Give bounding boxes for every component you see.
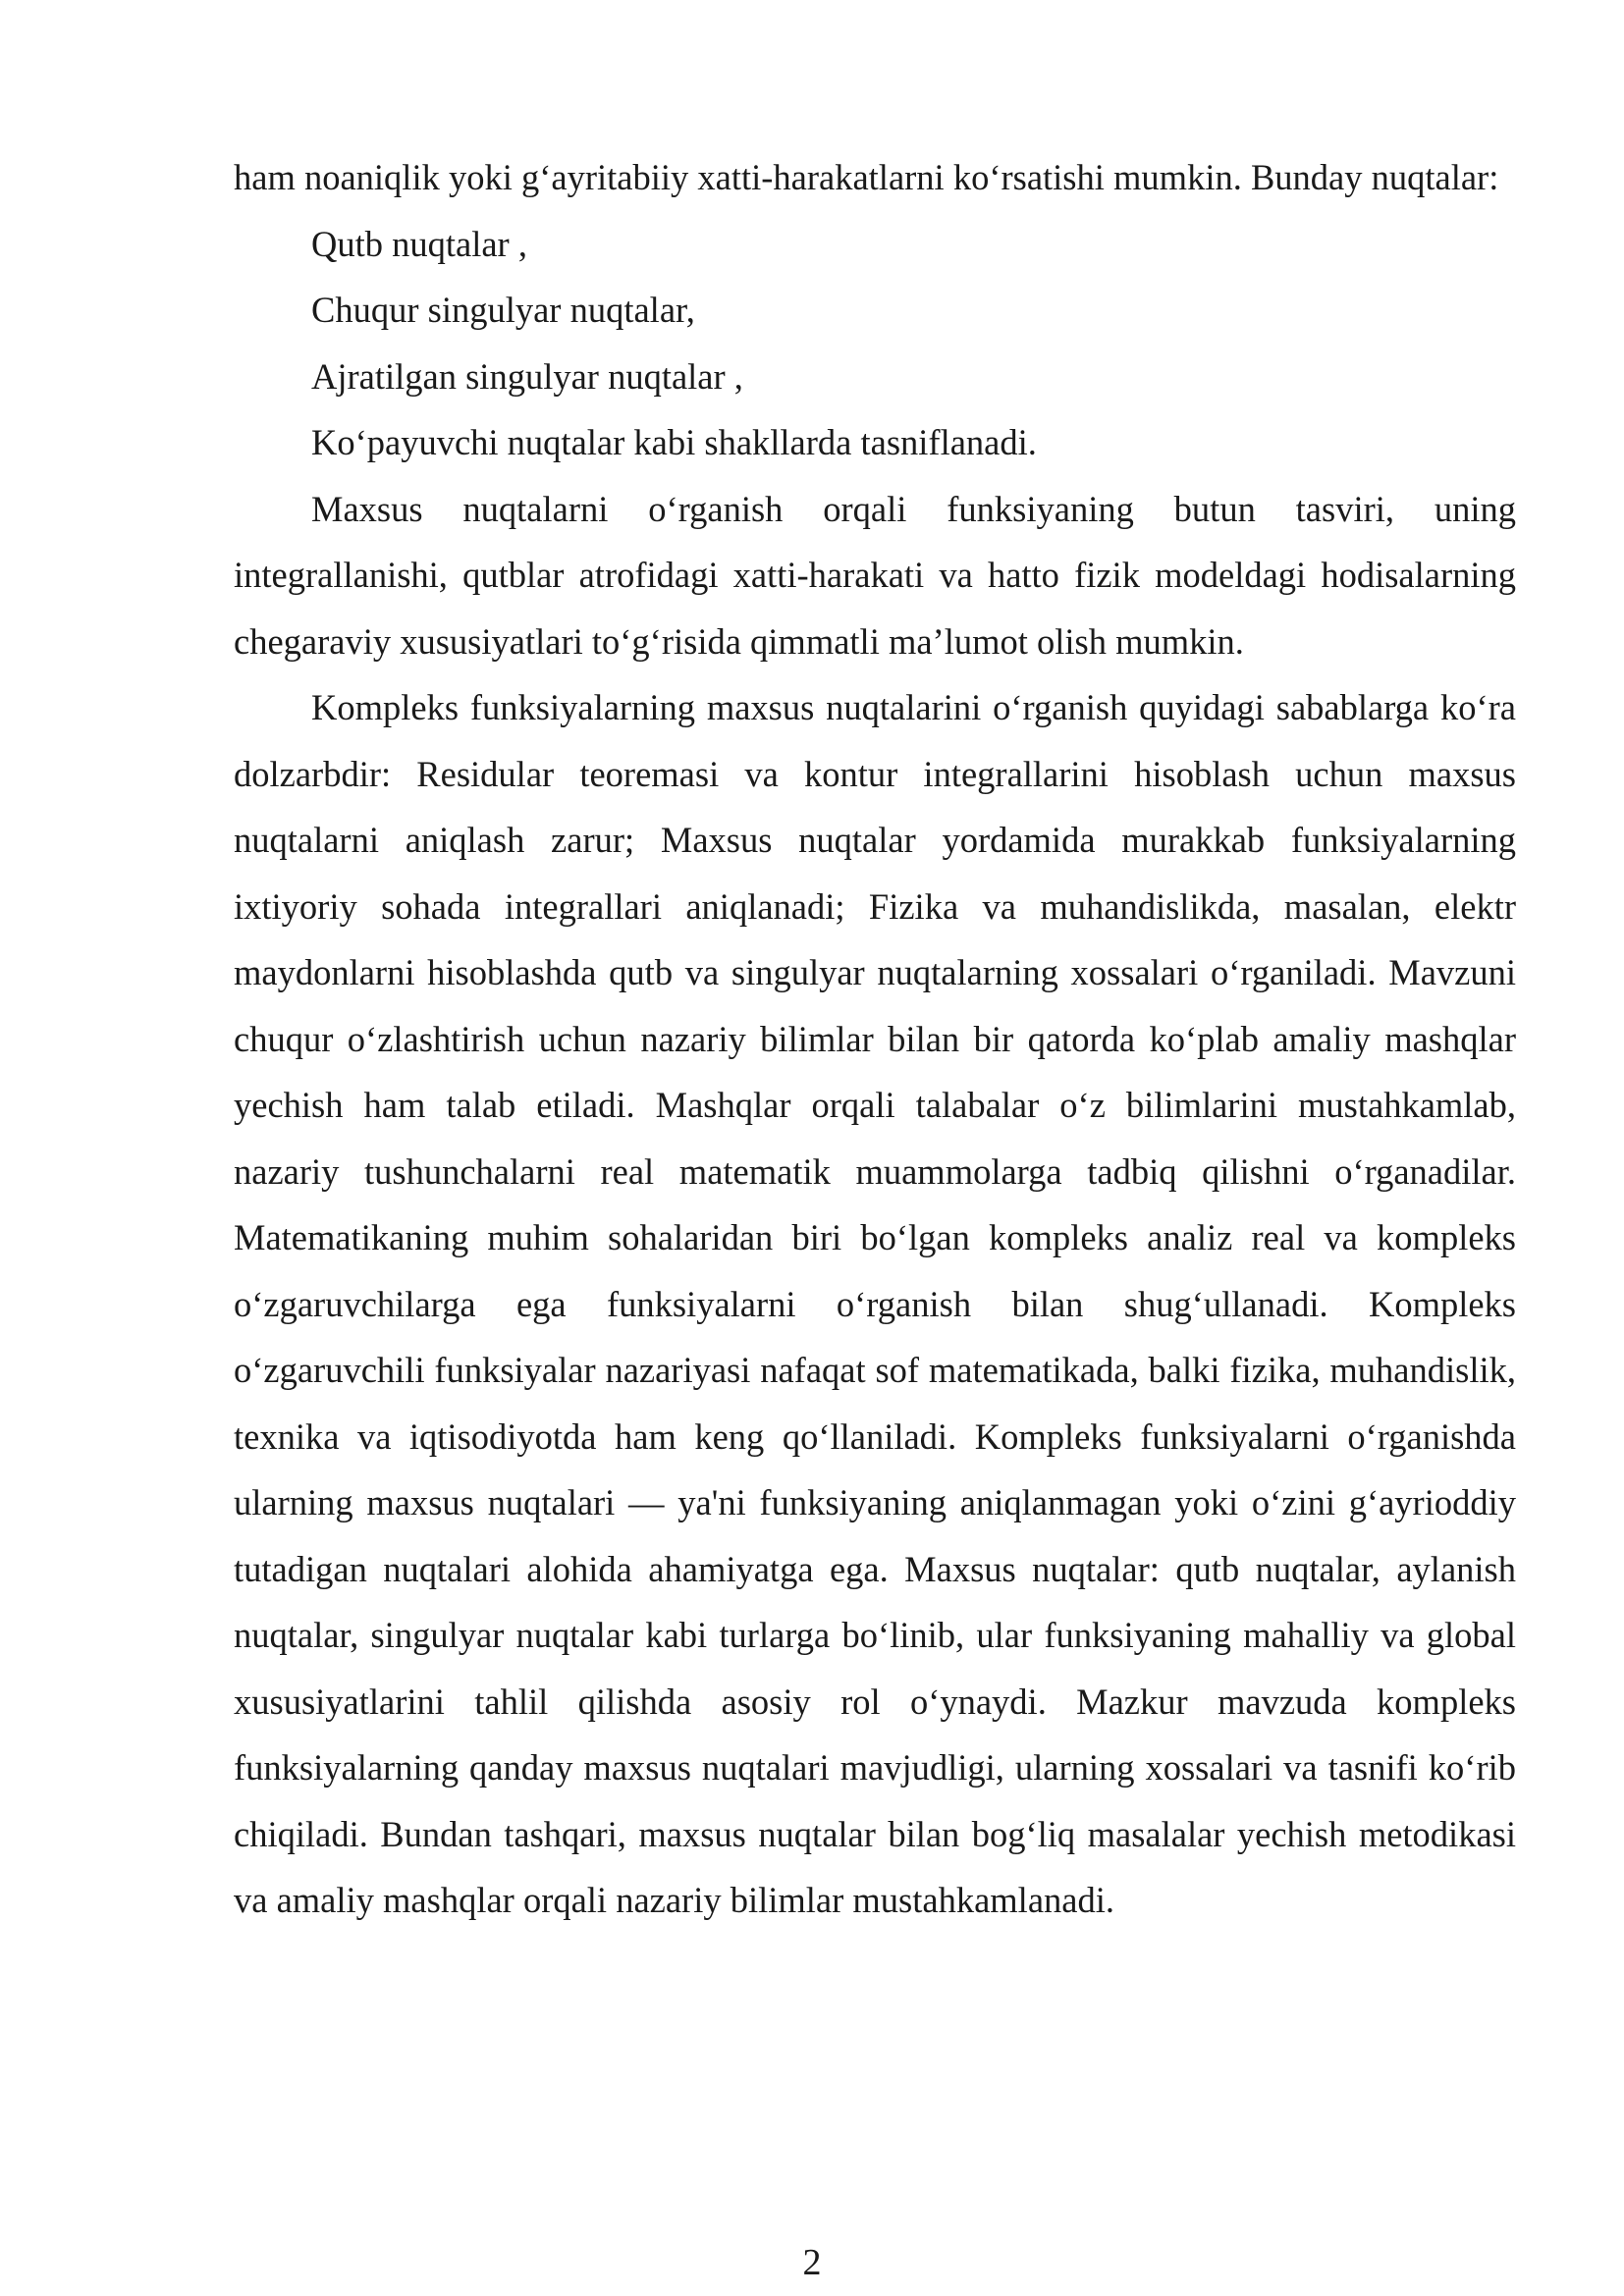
list-item-pole-points: Qutb nuqtalar , [311,223,527,264]
paragraph-study-of-singular-points: Maxsus nuqtalarni o‘rganish orqali funksiyaning butun tasviri, uning integrallanishi, qutblar atrofidagi xatti-harakati va hatto fizik modeldagi hodisalarning chegaraviy xususiyatlari to‘g‘risida qimmatli ma’lumot olish mumkin. [234,488,1516,662]
page-number: 2 [802,2242,822,2283]
body-text [234,144,1516,1934]
list-item-branch-points: Ko‘payuvchi nuqtalar kabi shakllarda tasniflanadi. [311,422,1037,462]
list-item-deep-singular-points: Chuqur singulyar nuqtalar, [311,290,695,330]
intro-paragraph: ham noaniqlik yoki g‘ayritabiiy xatti-harakatlarni ko‘rsatishi mumkin. Bunday nuqtalar: [234,157,1499,197]
paragraph-relevance: Kompleks funksiyalarning maxsus nuqtalarini o‘rganish quyidagi sabablarga ko‘ra dolzarbdir: Residular teoremasi va kontur integrallarini hisoblash uchun maxsus nuqtalarni aniqlash zarur; Maxsus nuqtalar yordamida murakkab funksiyalarning ixtiyoriy sohada integrallari aniqlanadi; Fizika va muhandislikda, masalan, elektr maydonlarni hisoblashda qutb va singulyar nuqtalarning xossalari o‘rganiladi. Mavzuni chuqur o‘zlashtirish uchun nazariy bilimlar bilan bir qatorda ko‘plab amaliy mashqlar yechish ham talab etiladi. Mashqlar orqali talabalar o‘z bilimlarini mustahkamlab, nazariy tushunchalarni real matematik muammolarga tadbiq qilishni o‘rganadilar. Matematikaning muhim sohalaridan biri bo‘lgan kompleks analiz real va kompleks o‘zgaruvchilarga ega funksiyalarni o‘rganish bilan shug‘ullanadi. Kompleks o‘zgaruvchili funksiyalar nazariyasi nafaqat sof matematikada, balki fizika, muhandislik, texnika va iqtisodiyotda ham keng qo‘llaniladi. Kompleks funksiyalarni o‘rganishda ularning maxsus nuqtalari — ya'ni funksiyaning aniqlanmagan yoki o‘zini g‘ayrioddiy tutadigan nuqtalari alohida ahamiyatga ega. Maxsus nuqtalar: qutb nuqtalar, aylanish nuqtalar, singulyar nuqtalar kabi turlarga bo‘linib, ular funksiyaning mahalliy va global xususiyatlarini tahlil qilishda asosiy rol o‘ynaydi. Mazkur mavzuda kompleks funksiyalarning qanday maxsus nuqtalari mavjudligi, ularning xossalari va tasnifi ko‘rib chiqiladi. Bundan tashqari, maxsus nuqtalar bilan bog‘liq masalalar yechish metodikasi va amaliy mashqlar orqali nazariy bilimlar mustahkamlanadi. [234,687,1516,1920]
list-item-isolated-singular-points: Ajratilgan singulyar nuqtalar , [311,355,743,397]
